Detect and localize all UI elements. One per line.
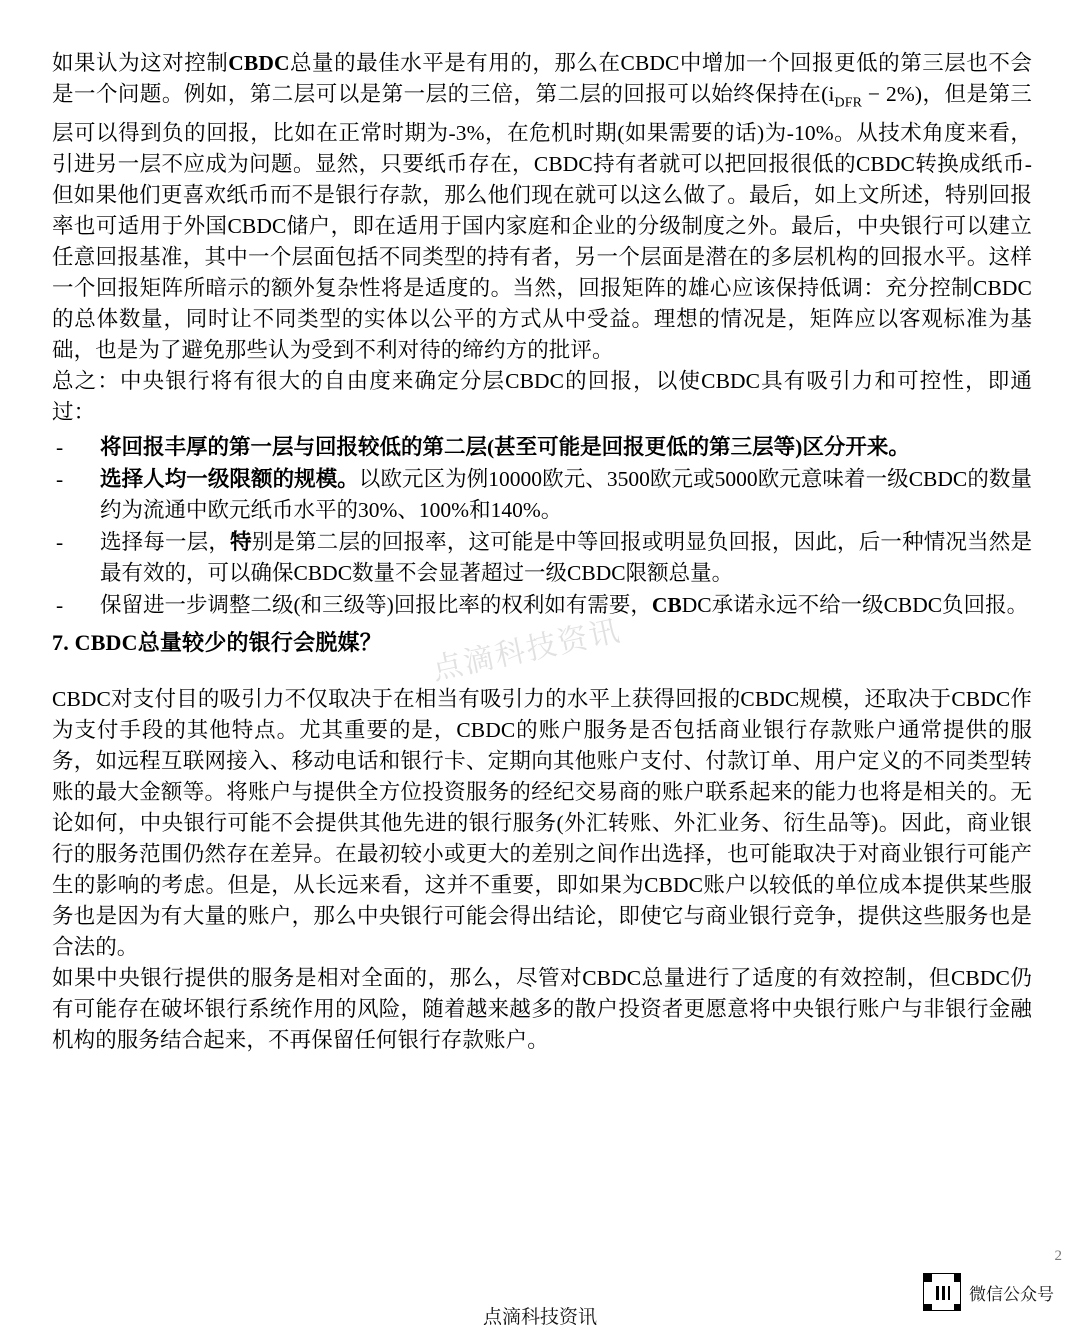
document-body (52, 48, 1032, 1056)
bullet-list (52, 432, 1032, 621)
text-run: CBDC (228, 51, 290, 75)
text-run: DC承诺永远不给一级CBDC负回报。 (681, 593, 1029, 618)
paragraph-4 (52, 963, 1032, 1056)
bullet-marker: - (56, 467, 64, 492)
bullet-marker: - (56, 435, 64, 460)
list-item (52, 527, 1032, 589)
spacer (52, 658, 1032, 684)
footer-qr-block (923, 1273, 1054, 1311)
list-item (52, 590, 1032, 621)
text-run: 特 (230, 530, 252, 555)
text-run: 别是第二层的回报率，这可能是中等回报或明显负回报，因此，后一种情况当然是最有效的，可以确保CBDC数量不会显著超过一级CBDC限额总量。 (100, 530, 1032, 586)
text-run: 总之：中央银行将有很大的自由度来确定分层CBDC的回报，以使CBDC具有吸引力和可控性，即通过： (52, 369, 1032, 425)
text-run: 以欧元区为例10000欧元、3500欧元或5000欧元意味着一级CBDC的数量约为流通中欧元纸币水平的30%、100%和140%。 (100, 467, 1032, 523)
text-run: CB (651, 593, 682, 618)
text-run: 保留进一步调整二级(和三级等)回报比率的权利如有需要， (100, 593, 652, 618)
paragraph-3 (52, 684, 1032, 963)
footer-qr-label: 微信公众号 (969, 1284, 1054, 1304)
bullet-marker: - (56, 530, 64, 555)
paragraph-1 (52, 48, 1032, 366)
section-heading: 7. CBDC总量较少的银行会脱媒？ (52, 630, 382, 656)
qr-code-icon (923, 1273, 961, 1311)
list-item (52, 464, 1032, 526)
text-run: DFR (834, 95, 863, 111)
footer-brand: 点滴科技资讯 (482, 1307, 597, 1328)
paragraph-2 (52, 366, 1032, 428)
page-number: 2 (1054, 1248, 1062, 1264)
watermark: 点滴科技资讯 (429, 614, 625, 687)
text-run: 选择人均一级限额的规模。 (100, 467, 359, 492)
text-run: CBDC对支付目的吸引力不仅取决于在相当有吸引力的水平上获得回报的CBDC规模，还取决于CBDC作为支付手段的其他特点。尤其重要的是，CBDC的账户服务是否包括商业银行存款账户通常提供的服务，如远程互联网接入、移动电话和银行卡、定期向其他账户支付、付款订单、用户定义的不同类型转账的最大金额等。将账户与提供全方位投资服务的经纪交易商的账户联系起来的能力也将是相关的。无论如何，中央银行可能不会提供其他先进的银行服务(外汇转账、外汇业务、衍生品等)。因此，商业银行的服务范围仍然存在差异。在最初较小或更大的差别之间作出选择，也可能取决于对商业银行可能产生的影响的考虑。但是，从长远来看，这并不重要，即如果为CBDC账户以较低的单位成本提供某些服务也是因为有大量的账户，那么中央银行可能会得出结论，即使它与商业银行竞争，提供这些服务也是合法的。 (52, 687, 1032, 960)
text-run: − 2%)，但是第三层可以得到负的回报，比如在正常时期为-3%，在危机时期(如果需要的话)为-10%。从技术角度来看，引进另一层不应成为问题。显然，只要纸币存在，CBDC持有者就可以把回报很低的CBDC转换成纸币-但如果他们更喜欢纸币而不是银行存款，那么他们现在就可以这么做了。最后，如上文所述，特别回报率也可适用于外国CBDC储户，即在适用于国内家庭和企业的分级制度之外。最后，中央银行可以建立任意回报基准，其中一个层面包括不同类型的持有者，另一个层面是潜在的多层机构的回报水平。这样一个回报矩阵所暗示的额外复杂性将是适度的。当然，回报矩阵的雄心应该保持低调：充分控制CBDC的总体数量，同时让不同类型的实体以公平的方式从中受益。理想的情况是，矩阵应以客观标准为基础，也是为了避免那些认为受到不利对待的缔约方的批评。 (52, 82, 1032, 363)
text-run: 将回报丰厚的第一层与回报较低的第二层(甚至可能是回报更低的第三层等)区分开来。 (100, 435, 910, 460)
bullet-marker: - (56, 593, 64, 618)
text-run: 总量的最佳水平是有用的，那么在CBDC中增加一个回报更低的第三层也不会是一个问题。例如，第二层可以是第一层的三倍，第二层的回报可以始终保持在(i (52, 51, 1032, 106)
text-run: 选择每一层， (100, 530, 231, 555)
list-item (52, 432, 1032, 463)
text-run: 如果中央银行提供的服务是相对全面的，那么，尽管对CBDC总量进行了适度的有效控制，但CBDC仍有可能存在破坏银行系统作用的风险，随着越来越多的散户投资者更愿意将中央银行账户与非银行金融机构的服务结合起来，不再保留任何银行存款账户。 (52, 966, 1032, 1053)
text-run: 如果认为这对控制 (52, 51, 229, 75)
